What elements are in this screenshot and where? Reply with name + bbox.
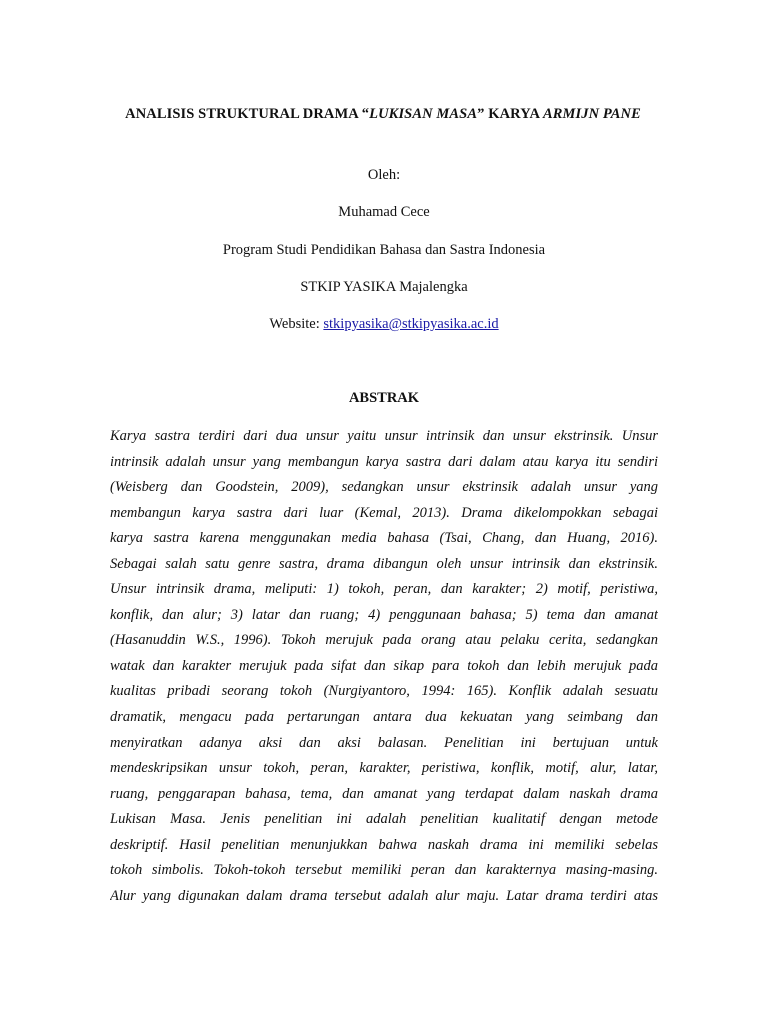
- website-email-link[interactable]: stkipyasika@stkipyasika.ac.id: [323, 316, 499, 332]
- abstract-line: intrinsik adalah unsur yang membangun karya sastra dari dalam atau karya itu sendiri: [110, 453, 658, 470]
- abstract-line: kualitas pribadi seorang tokoh (Nurgiyantoro, 1994: 165). Konflik adalah sesuatu: [110, 683, 658, 700]
- by-label: Oleh:: [367, 167, 401, 183]
- title-work: LUKISAN MASA: [369, 106, 478, 122]
- abstract-line: konflik, dan alur; 3) latar dan ruang; 4) penggunaan bahasa; 5) tema dan amanat: [110, 606, 658, 623]
- abstract-line: Alur yang digunakan dalam drama tersebut adalah alur maju. Latar drama terdiri atas: [110, 887, 658, 904]
- institution: STKIP YASIKA Majalengka: [300, 279, 468, 295]
- website-line: [0, 314, 768, 334]
- abstract-line: Sebagai salah satu genre sastra, drama dibangun oleh unsur intrinsik dan ekstrinsik.: [110, 555, 658, 572]
- abstract-line: menyiratkan adanya aksi dan aksi balasan. Penelitian ini bertujuan untuk: [110, 734, 658, 751]
- abstract-line: Unsur intrinsik drama, meliputi: 1) tokoh, peran, dan karakter; 2) motif, peristiwa,: [110, 581, 658, 598]
- author-name: Muhamad Cece: [338, 204, 430, 220]
- abstract-line: (Weisberg dan Goodstein, 2009), sedangkan unsur ekstrinsik adalah unsur yang: [110, 479, 658, 496]
- abstract-line: membangun karya sastra dari luar (Kemal, 2013). Drama dikelompokkan sebagai: [110, 504, 658, 521]
- website-label: Website:: [269, 316, 324, 332]
- abstract-line: Karya sastra terdiri dari dua unsur yaitu unsur intrinsik dan unsur ekstrinsik. Unsur: [110, 428, 658, 444]
- title-author: ARMIJN PANE: [542, 106, 641, 122]
- abstract-heading: ABSTRAK: [348, 390, 420, 406]
- abstract-line: (Hasanuddin W.S., 1996). Tokoh merujuk pada orang atau pelaku cerita, sedangkan: [110, 632, 658, 649]
- abstract-line: Lukisan Masa. Jenis penelitian ini adalah penelitian kualitatif dengan metode: [110, 811, 658, 828]
- abstract-line: tokoh simbolis. Tokoh-tokoh tersebut memiliki peran dan karakternya masing-masing.: [110, 862, 658, 879]
- abstract-line: dramatik, mengacu pada pertarungan antara dua kekuatan yang seimbang dan: [110, 709, 658, 726]
- abstract-line: deskriptif. Hasil penelitian menunjukkan bahwa naskah drama ini memiliki sebelas: [110, 836, 658, 853]
- abstract-line: ruang, penggarapan bahasa, tema, dan amanat yang terdapat dalam naskah drama: [110, 785, 658, 802]
- document-title: [108, 101, 658, 127]
- study-program: Program Studi Pendidikan Bahasa dan Sastra Indonesia: [222, 242, 546, 258]
- abstract-body: [110, 424, 658, 909]
- title-part2: ” KARYA: [477, 106, 543, 122]
- abstract-line: watak dan karakter merujuk pada sifat dan sikap para tokoh dan lebih merujuk pada: [110, 657, 658, 674]
- abstract-line: mendeskripsikan unsur tokoh, peran, karakter, peristiwa, konflik, motif, alur, latar,: [110, 760, 658, 777]
- title-part1: ANALISIS STRUKTURAL DRAMA “: [125, 106, 370, 122]
- abstract-line: karya sastra karena menggunakan media bahasa (Tsai, Chang, dan Huang, 2016).: [110, 530, 658, 547]
